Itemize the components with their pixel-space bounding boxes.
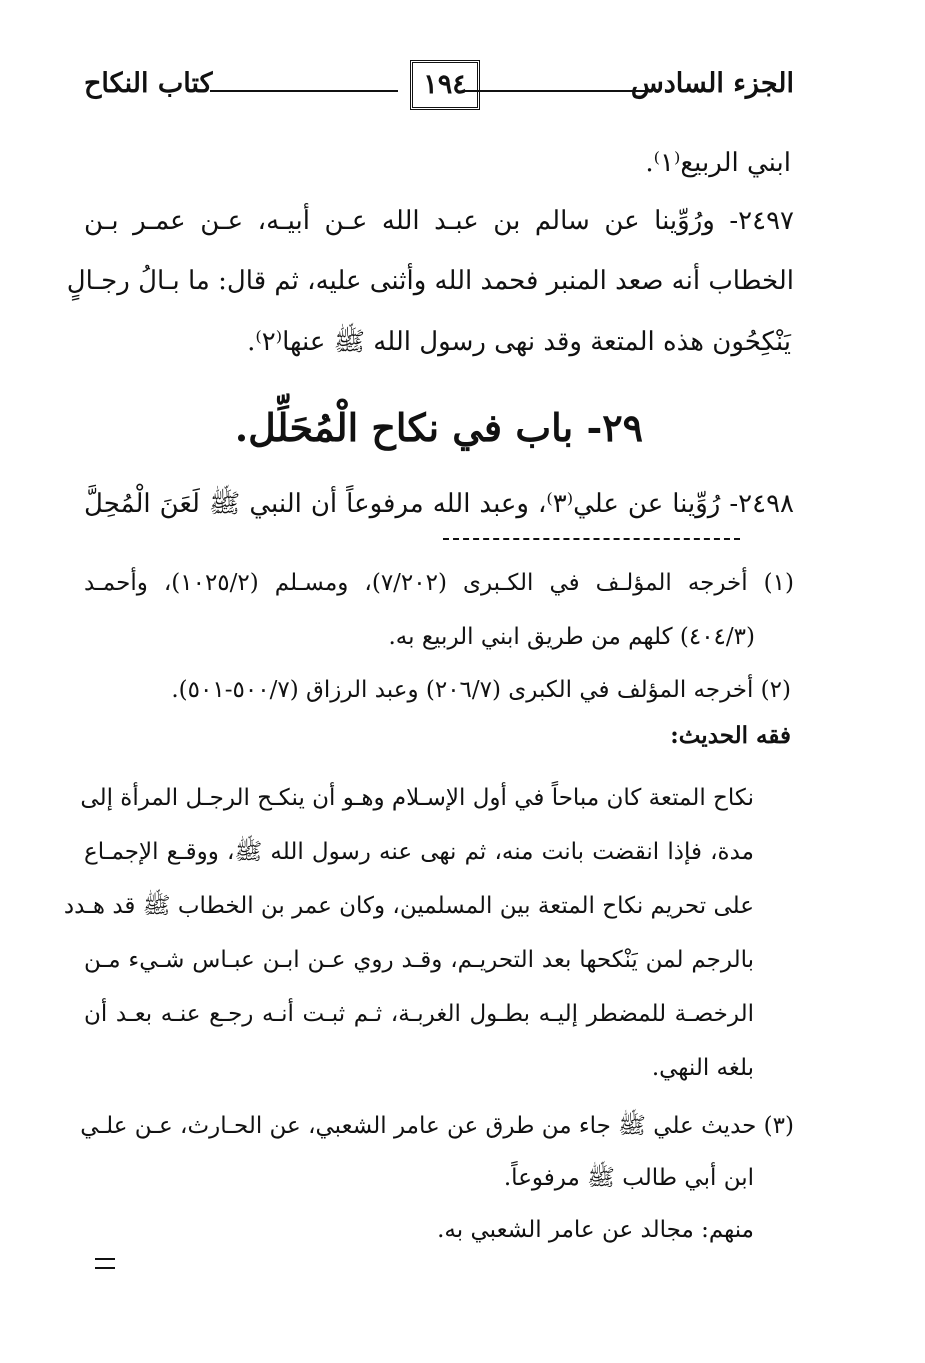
volume-title: الجزء السادس xyxy=(630,68,794,99)
fiqh-title: فقه الحديث: xyxy=(670,722,791,749)
fiqh-line-6: بلغه النهي. xyxy=(651,1055,754,1081)
fiqh-line-3: على تحريم نكاح المتعة بين المسلمين، وكان عمر بن الخطاب ﷺ قد هـدد xyxy=(63,893,754,919)
footnote-3-line-3: منهم: مجالد عن عامر الشعبي به. xyxy=(437,1217,754,1243)
header-rule-left xyxy=(210,90,398,92)
body-line-3: الخطاب أنه صعد المنبر فحمد الله وأثنى عليه، ثم قال: ما بـالُ رجـالٍ xyxy=(66,266,794,296)
body-line-5: ٢٤٩٨- رُوِّينا عن علي⁽٣⁾، وعبد الله مرفوعاً أن النبي ﷺ لَعَنَ الْمُحِلَّ xyxy=(84,489,795,519)
fiqh-line-4: بالرجم لمن يَنْكحها بعد التحريـم، وقـد روي عـن ابـن عبـاس شـيء مـن xyxy=(84,947,754,973)
fiqh-line-1: نكاح المتعة كان مباحاً في أول الإسـلام وهـو أن ينكـح الرجـل المرأة إلى xyxy=(80,785,754,811)
body-line-2: ٢٤٩٧- ورُوِّينا عن سالم بن عبـد الله عـن أبيـه، عـن عمـر بـن xyxy=(84,206,794,236)
footnote-3-line-1: (٣) حديث علي ﷺ جاء من طرق عن عامر الشعبي، عن الحـارث، عـن علـي xyxy=(80,1113,794,1139)
footnote-separator xyxy=(443,538,740,540)
fiqh-line-2: مدة، فإذا انقضت بانت منه، ثم نهى عنه رسول الله ﷺ، ووقـع الإجمـاع xyxy=(84,839,754,865)
book-title: كتاب النكاح xyxy=(84,68,213,99)
fiqh-line-5: الرخصـة للمضطر إليـه بطـول الغربـة، ثـم ثبـت أنـه رجـع عنـه بعـد أن xyxy=(84,1001,754,1027)
footnote-3-line-2: ابن أبي طالب ﷺ مرفوعاً. xyxy=(503,1165,754,1191)
chapter-heading: ٢٩- باب في نكاح الْمُحَلِّل. xyxy=(234,405,644,450)
footnote-1-line-2: (٤٠٤/٣) كلهم من طريق ابني الربيع به. xyxy=(388,624,755,650)
continuation-mark xyxy=(95,1258,115,1269)
body-line-1: ابني الربيع⁽١⁾. xyxy=(645,148,791,178)
header-rule-right xyxy=(462,90,652,92)
page-header xyxy=(84,60,794,116)
body-line-4: يَنْكِحُون هذه المتعة وقد نهى رسول الله ﷺ عنها⁽٢⁾. xyxy=(247,327,791,357)
footnote-1-line-1: (١) أخرجه المؤلـف في الكـبرى (٧/٢٠٢)، ومسـلم (١٠٢٥/٢)، وأحمـد xyxy=(84,570,794,596)
page-number: ١٩٤ xyxy=(410,60,480,110)
footnote-2: (٢) أخرجه المؤلف في الكبرى (٢٠٦/٧) وعبد الرزاق (٥٠٠/٧-٥٠١). xyxy=(171,677,791,703)
